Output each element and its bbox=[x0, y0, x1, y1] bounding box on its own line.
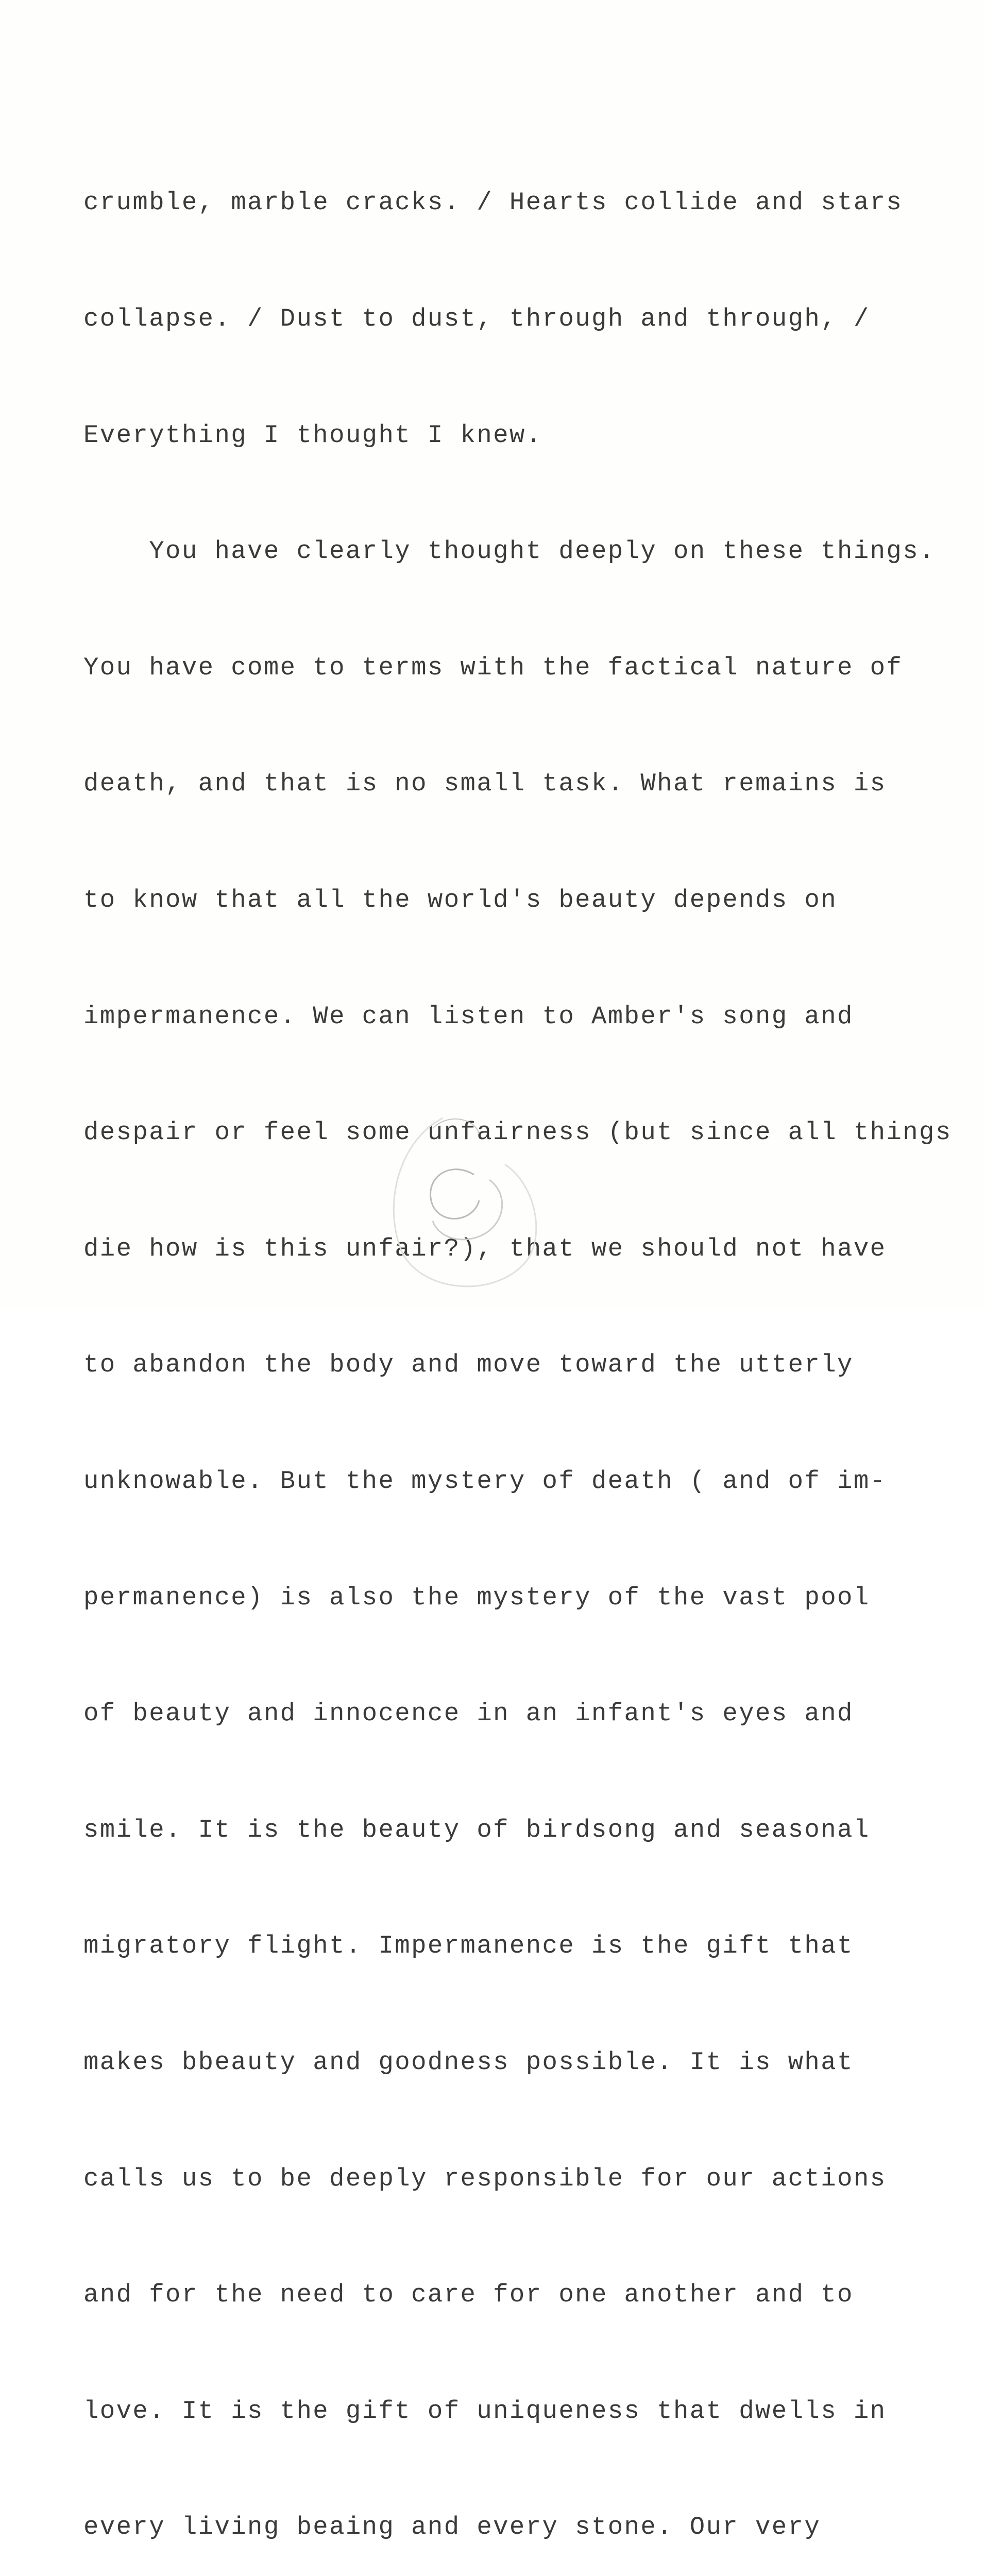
text-line: unknowable. But the mystery of death ( and of im- bbox=[83, 1466, 887, 1496]
embossed-seal-icon bbox=[371, 1097, 556, 1303]
text-line: collapse. / Dust to dust, through and through, / bbox=[83, 304, 870, 333]
text-line: and for the need to care for one another and to bbox=[83, 2280, 854, 2310]
text-line: smile. It is the beauty of birdsong and seasonal bbox=[83, 1815, 870, 1844]
text-line: die how is this unfair?), that we should not have bbox=[83, 1234, 887, 1263]
text-line: makes bbeauty and goodness possible. It is what bbox=[83, 2047, 854, 2077]
text-line: to know that all the world's beauty depends on bbox=[83, 885, 838, 914]
text-line: migratory flight. Impermanence is the gift that bbox=[83, 1931, 854, 1961]
text-line: calls us to be deeply responsible for our actions bbox=[83, 2164, 887, 2193]
text-line: impermanence. We can listen to Amber's song and bbox=[83, 1002, 854, 1031]
text-line: Everything I thought I knew. bbox=[83, 420, 542, 450]
text-line: love. It is the gift of uniqueness that dwells in bbox=[83, 2396, 887, 2426]
text-line: crumble, marble cracks. / Hearts collide and stars bbox=[83, 188, 903, 217]
text-line: every living beaing and every stone. Our very bbox=[83, 2513, 821, 2542]
typed-text-block bbox=[83, 106, 959, 2576]
text-line: despair or feel some unfairness (but since all things bbox=[83, 1118, 952, 1147]
text-line: permanence) is also the mystery of the vast pool bbox=[83, 1583, 870, 1612]
text-line: You have clearly thought deeply on these things. bbox=[83, 537, 936, 566]
text-line: of beauty and innocence in an infant's eyes and bbox=[83, 1699, 854, 1728]
text-line: to abandon the body and move toward the utterly bbox=[83, 1350, 854, 1380]
text-line: death, and that is no small task. What remains is bbox=[83, 769, 887, 799]
text-line: You have come to terms with the factical nature of bbox=[83, 653, 903, 682]
